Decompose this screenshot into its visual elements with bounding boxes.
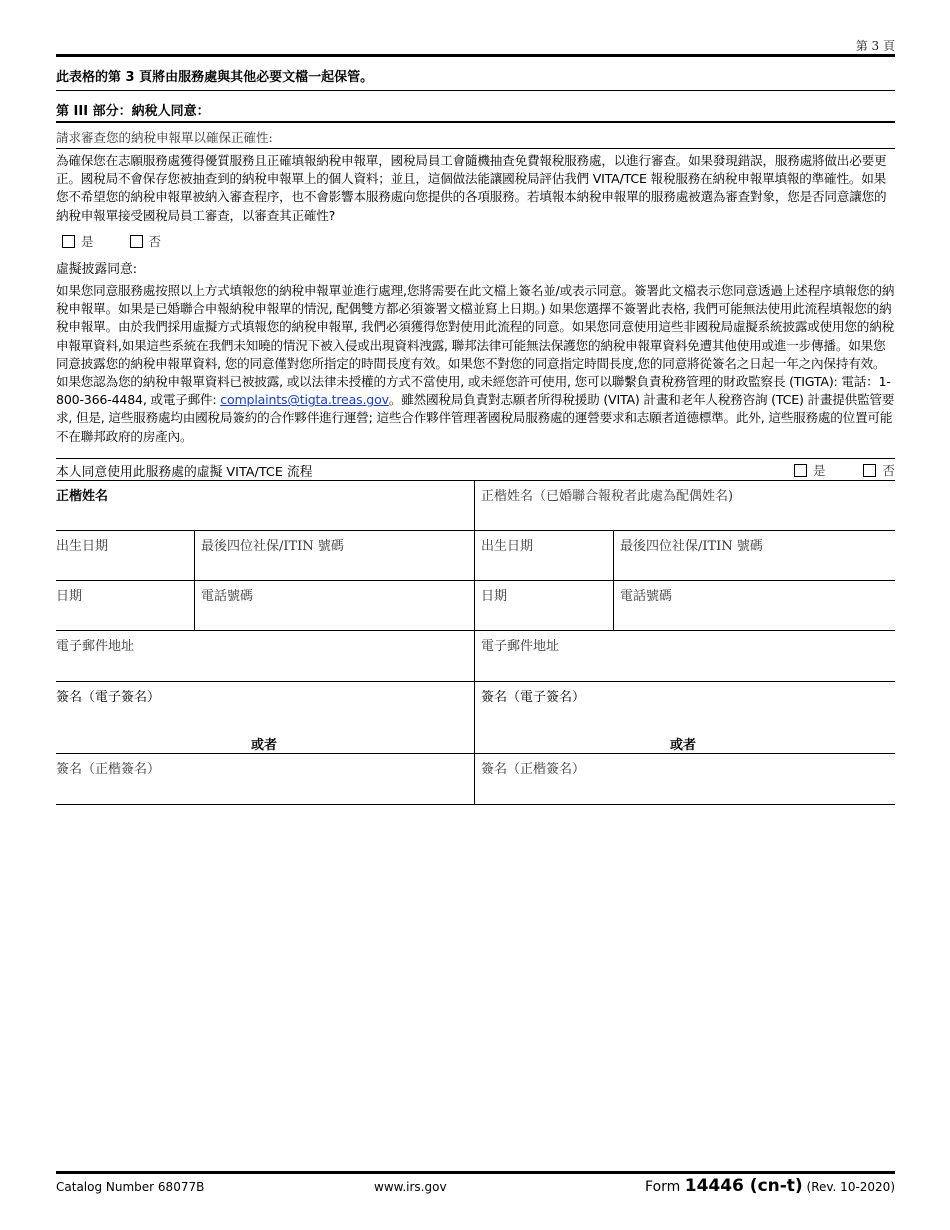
grid-line — [56, 753, 895, 754]
form-id — [645, 1176, 895, 1196]
review-yes-label: 是 — [81, 234, 94, 249]
review-consent-options — [62, 232, 161, 250]
grid-line — [194, 530, 195, 630]
bottom-rule — [56, 1171, 895, 1174]
virtual-yes-label: 是 — [812, 463, 826, 478]
form-page — [56, 0, 895, 1230]
spouse-esignature-field[interactable]: 簽名（電子簽名） — [481, 690, 586, 705]
virtual-disclosure-label: 虛擬披露同意: — [56, 262, 138, 277]
form-prefix: Form — [645, 1179, 685, 1195]
irs-website: www.irs.gov — [374, 1180, 447, 1194]
virtual-paragraph-text-cont: 。雖然國稅局負責對志願者所得稅援助 (VITA) 計畫和老年人稅務咨詢 (TCE) 計畫提供監管要求, 但是, 這些服務處均由國稅局簽約的合作夥伴進行運營; 這些合作夥伴管理著國稅局服務處的運營要求和志願者道德標準。此外, 這些服務處的位置可能不在聯邦政府的房產內。 — [56, 392, 895, 444]
virtual-consent-statement: 本人同意使用此服務處的虛擬 VITA/TCE 流程 — [56, 465, 313, 480]
rule — [56, 458, 895, 459]
virtual-consent-options — [794, 461, 895, 479]
taxpayer-ssn-field[interactable]: 最後四位社保/ITIN 號碼 — [201, 539, 344, 554]
taxpayer-esignature-field[interactable]: 簽名（電子簽名） — [56, 690, 161, 705]
review-subhead: 請求審查您的納稅申報單以確保正確性: — [56, 130, 273, 145]
virtual-yes-checkbox[interactable] — [794, 464, 807, 477]
rule — [56, 121, 895, 123]
rule — [56, 90, 895, 91]
tigta-email-link[interactable]: complaints@tigta.treas.gov — [220, 392, 389, 408]
retention-note: 此表格的第 3 頁將由服務處與其他必要文檔一起保管。 — [56, 70, 374, 85]
page-number: 第 3 頁 — [855, 39, 895, 53]
spouse-date-field[interactable]: 日期 — [481, 589, 508, 604]
spouse-dob-field[interactable]: 出生日期 — [481, 539, 534, 554]
grid-line — [56, 530, 895, 531]
signature-grid — [56, 480, 895, 805]
review-paragraph: 為確保您在志願服務處獲得優質服務且正確填報納稅申報單，國稅局員工會隨機抽查免費報稅服務處，以進行審查。如果發現錯誤，服務處將做出必要更正。國稅局不會保存您被抽查到的納稅申報單上的個人資料；並且，這個做法能讓國稅局評估我們 VITA/TCE 報稅服務在納稅申報單填報的準確性。如果您不希望您的納稅申報單被納入審查程序，也不會影響本服務處向您提供的各項服務。若填報本納稅申報單的服務處被選為審查對象，您是否同意讓您的納稅申報單接受國稅局員工審查，以審查其正確性? — [56, 153, 887, 223]
taxpayer-phone-field[interactable]: 電話號碼 — [201, 589, 254, 604]
spouse-phone-field[interactable]: 電話號碼 — [620, 589, 673, 604]
part-title: 第 III 部分：納稅人同意： — [56, 104, 210, 119]
taxpayer-name-field[interactable]: 正楷姓名 — [56, 489, 109, 504]
grid-line — [56, 580, 895, 581]
form-revision: (Rev. 10-2020) — [802, 1180, 895, 1194]
review-no-checkbox[interactable] — [130, 235, 143, 248]
taxpayer-email-field[interactable]: 電子郵件地址 — [56, 639, 135, 654]
grid-line — [56, 480, 895, 481]
spouse-printed-signature-field[interactable]: 簽名（正楷簽名） — [481, 762, 586, 777]
spouse-name-field[interactable]: 正楷姓名（已婚聯合報稅者此處為配偶姓名) — [481, 489, 734, 504]
virtual-paragraph-text: 如果您同意服務處按照以上方式填報您的納稅申報單並進行處理,您將需要在此文檔上簽名並/或表示同意。簽署此文檔表示您同意透過上述程序填報您的納稅申報單。如果是已婚聯合申報納稅申報單的情況, 配偶雙方都必須簽署文檔並寫上日期。) 如果您選擇不簽署此表格, 我們可能無法使用此流程填報您的納稅申報單。由於我們採用虛擬方式填報您的納稅申報單, 我們必須獲得您對使用此流程的同意。如果您同意使用這些非國稅局虛擬系統披露或使用您的納稅申報單資料,如果這些系統在我們未知曉的情況下被入侵或出現資料洩露, 聯邦法律可能無法保護您的納稅申報單資料免遭其他使用或進一步傳播。如果您同意披露您的納稅申報單資料, 您的同意僅對您所指定的時間長度有效。如果您不對您的同意指定時間長度,您的同意將從簽名之日起一年之內保持有效。如果您認為您的納稅申報單資料已被披露, 或以法律未授權的方式不當使用, 或未經您許可使用, 您可以聯繫負責稅務管理的財政監察長 (TIGTA): 電話：1-800-366-4484, 或電子郵件: — [56, 283, 895, 408]
or-divider-left: 或者 — [251, 738, 278, 753]
virtual-no-label: 否 — [882, 463, 895, 478]
spouse-email-field[interactable]: 電子郵件地址 — [481, 639, 560, 654]
or-divider-right: 或者 — [670, 738, 697, 753]
taxpayer-date-field[interactable]: 日期 — [56, 589, 83, 604]
taxpayer-dob-field[interactable]: 出生日期 — [56, 539, 109, 554]
form-number: 14446 (cn-t) — [684, 1176, 803, 1196]
grid-line — [613, 530, 614, 630]
review-yes-checkbox[interactable] — [62, 235, 75, 248]
grid-line — [56, 681, 895, 682]
rule — [56, 148, 895, 149]
grid-line — [56, 804, 895, 805]
catalog-number: Catalog Number 68077B — [56, 1180, 205, 1194]
top-rule — [56, 54, 895, 57]
spouse-ssn-field[interactable]: 最後四位社保/ITIN 號碼 — [620, 539, 763, 554]
taxpayer-printed-signature-field[interactable]: 簽名（正楷簽名） — [56, 762, 161, 777]
grid-line — [474, 480, 475, 805]
grid-line — [56, 630, 895, 631]
virtual-disclosure-paragraph — [56, 282, 895, 446]
review-no-label: 否 — [148, 234, 162, 249]
virtual-no-checkbox[interactable] — [863, 464, 876, 477]
